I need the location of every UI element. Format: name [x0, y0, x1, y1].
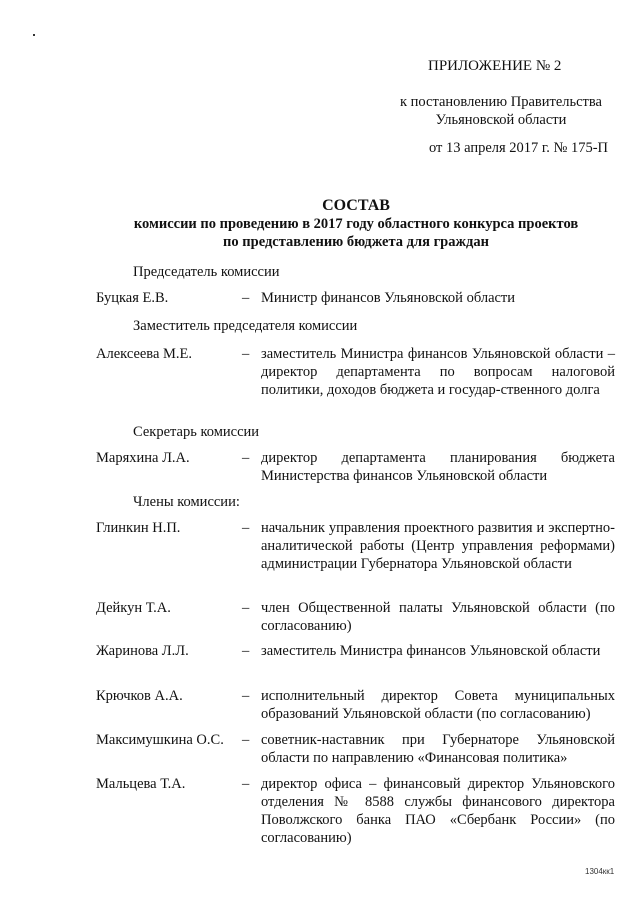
member-position: директор департамента планирования бюджета Министерства финансов Ульяновской области: [261, 450, 615, 484]
member-name: Максимушкина О.С.: [96, 732, 224, 748]
role-heading-deputy: Заместитель председателя комиссии: [133, 318, 358, 334]
member-position: начальник управления проектного развития и экспертно-аналитической работы (Центр управления реформами) администрации Губернатора Ульяновской области: [261, 520, 615, 572]
member-name: Жаринова Л.Л.: [96, 643, 189, 659]
dash-separator: –: [242, 450, 250, 466]
dash-separator: –: [242, 732, 250, 748]
member-position: директор офиса – финансовый директор Ульяновского отделения № 8588 службы финансового директора Поволжского банка ПАО «Сбербанк России» (по согласованию): [261, 776, 615, 846]
dash-separator: –: [242, 290, 250, 306]
appendix-label: ПРИЛОЖЕНИЕ № 2: [428, 58, 562, 74]
resolution-line-2: Ульяновской области: [435, 112, 567, 128]
member-position: советник-наставник при Губернаторе Ульяновской области по направлению «Финансовая политика»: [261, 732, 615, 766]
member-name: Крючков А.А.: [96, 688, 183, 704]
resolution-date: от 13 апреля 2017 г. № 175-П: [428, 140, 608, 156]
member-position: заместитель Министра финансов Ульяновской области: [261, 643, 601, 659]
document-title: [0, 197, 640, 251]
member-name: Буцкая Е.В.: [96, 290, 169, 306]
role-heading-chairman: Председатель комиссии: [133, 264, 280, 280]
dash-separator: –: [242, 643, 250, 659]
member-position: заместитель Министра финансов Ульяновской области – директор департамента по вопросам налоговой политики, доходов бюджета и государ-ственного долга: [261, 346, 615, 398]
member-position: исполнительный директор Совета муниципальных образований Ульяновской области (по согласованию): [261, 688, 615, 722]
member-name: Дейкун Т.А.: [96, 600, 171, 616]
title-line-2: комиссии по проведению в 2017 году областного конкурса проектов: [133, 216, 579, 232]
role-heading-members: Члены комиссии:: [133, 494, 240, 510]
dash-separator: –: [242, 688, 250, 704]
member-name: Мальцева Т.А.: [96, 776, 186, 792]
dash-separator: –: [242, 776, 250, 792]
dash-separator: –: [242, 520, 250, 536]
member-position: член Общественной палаты Ульяновской области (по согласованию): [261, 600, 615, 634]
dash-separator: –: [242, 346, 250, 362]
scan-dot: [33, 34, 35, 36]
member-name: Алексеева М.Е.: [96, 346, 193, 362]
resolution-line-1: к постановлению Правительства: [400, 94, 602, 110]
title-line-3: по представлению бюджета для граждан: [223, 234, 489, 250]
member-name: Глинкин Н.П.: [96, 520, 181, 536]
resolution-reference: [394, 93, 608, 157]
dash-separator: –: [242, 600, 250, 616]
member-position: Министр финансов Ульяновской области: [261, 290, 516, 306]
role-heading-secretary: Секретарь комиссии: [133, 424, 260, 440]
document-stamp: 1304кк1: [585, 867, 615, 876]
title-main: СОСТАВ: [322, 197, 390, 214]
member-name: Маряхина Л.А.: [96, 450, 190, 466]
